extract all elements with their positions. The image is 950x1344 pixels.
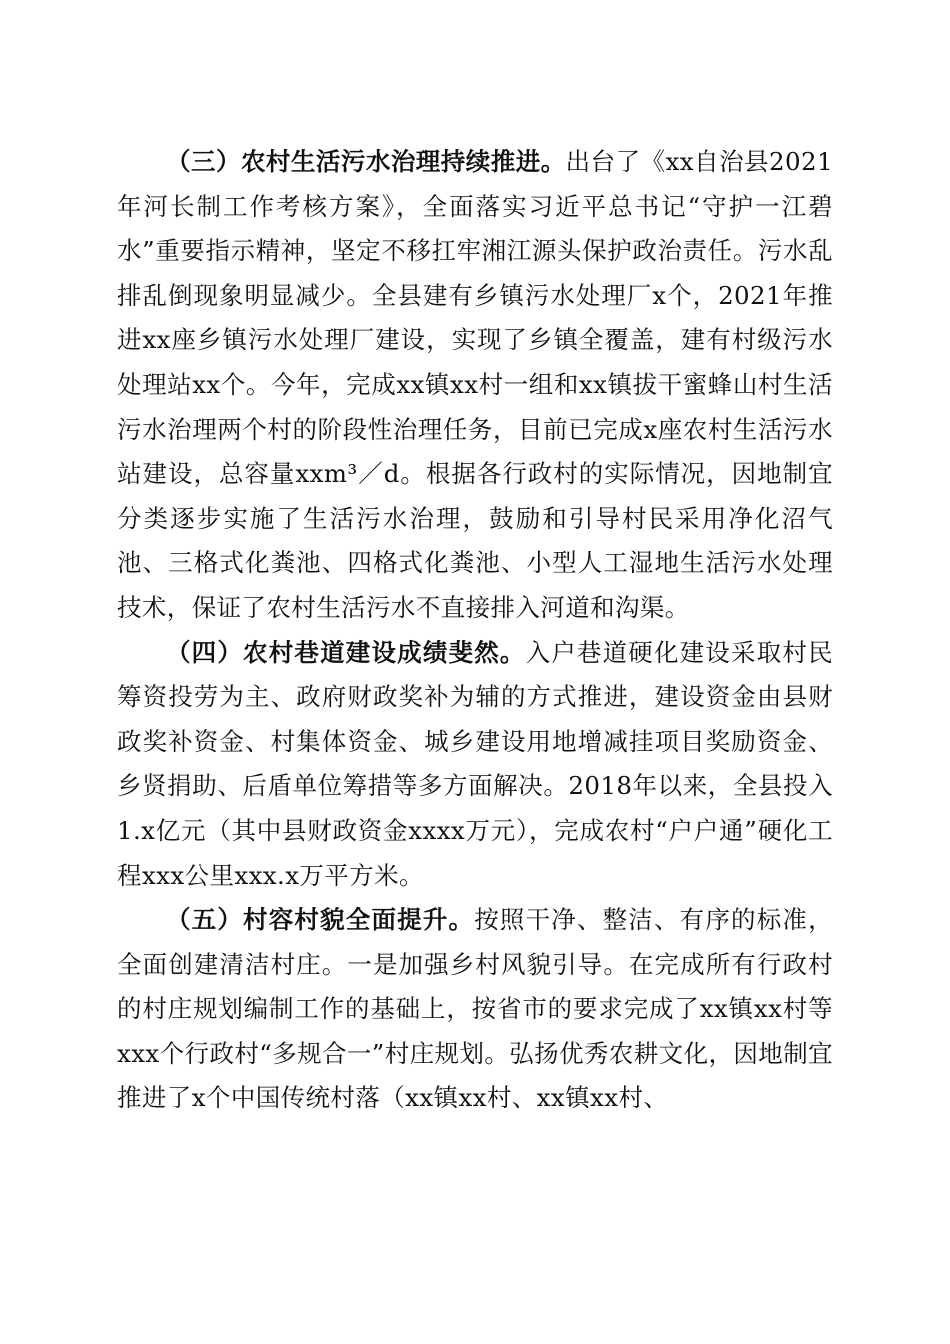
paragraph-text: 出台了《xx自治县2021年河长制工作考核方案》，全面落实习近平总书记“守护一江碧水”重要指示精神，坚定不移扛牢湘江源头保护政治责任。污水乱排乱倒现象明显减少。全县建有乡镇污水处理厂x个，2021年推进xx座乡镇污水处理厂建设，实现了乡镇全覆盖，建有村级污水处理站xx个。今年，完成xx镇xx村一组和xx镇拔干蜜蜂山村生活污水治理两个村的阶段性治理任务，目前已完成x座农村生活污水站建设，总容量xxm³／d。根据各行政村的实际情况，因地制宜分类逐步实施了生活污水治理，鼓励和引导村民采用净化沼气池、三格式化粪池、四格式化粪池、小型人工湿地生活污水处理技术，保证了农村生活污水不直接排入河道和沟渠。 [117, 147, 833, 622]
paragraph-village-lanes [117, 631, 833, 899]
paragraph-text: 入户巷道硬化建设采取村民筹资投劳为主、政府财政奖补为辅的方式推进，建设资金由县财政奖补资金、村集体资金、城乡建设用地增减挂项目奖励资金、乡贤捐助、后盾单位筹措等多方面解决。2018年以来，全县投入1.x亿元（其中县财政资金xxxx万元），完成农村“户户通”硬化工程xxx公里xxx.x万平方米。 [117, 637, 833, 890]
paragraph-sewage-treatment [117, 140, 833, 631]
paragraph-heading: （五）村容村貌全面提升。 [166, 905, 475, 935]
paragraph-heading: （三）农村生活污水治理持续推进。 [166, 147, 566, 176]
paragraph-village-appearance [117, 898, 833, 1121]
paragraph-heading: （四）农村巷道建设成绩斐然。 [166, 637, 526, 667]
paragraph-text: 按照干净、整洁、有序的标准，全面创建清洁村庄。一是加强乡村风貌引导。在完成所有行政村的村庄规划编制工作的基础上，按省市的要求完成了xx镇xx村等xxx个行政村“多规合一”村庄规划。弘扬优秀农耕文化，因地制宜推进了x个中国传统村落（xx镇xx村、xx镇xx村、 [117, 905, 833, 1113]
document-body [117, 140, 833, 1121]
